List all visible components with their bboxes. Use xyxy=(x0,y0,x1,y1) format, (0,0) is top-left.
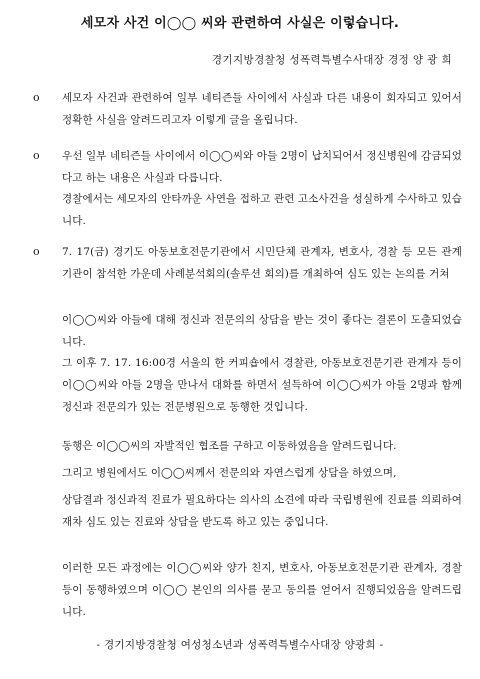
paragraph-process: 이러한 모든 과정에는 이◯◯씨와 양가 친지, 변호사, 아동보호전문기관 관계자, 경찰 등이 동행하였으며 이◯◯ 본인의 의사를 묻고 동의를 얻어서 진행되었음을 알려드립니다. xyxy=(62,562,462,618)
paragraph-referral: 상담결과 정신과적 진료가 필요하다는 의사의 소견에 따라 국립병원에 진료를 의뢰하여 재차 심도 있는 진료와 상담을 받도록 하고 있는 중입니다. xyxy=(62,494,462,528)
paragraph-voluntary: 동행은 이◯◯씨의 자발적인 협조를 구하고 이동하였음을 알려드립니다. xyxy=(62,440,397,452)
paragraph-hospital: 그리고 병원에서도 이◯◯씨께서 전문의와 자연스럽게 상담을 하였으며, xyxy=(62,467,397,479)
paragraph-cafe-meeting: 그 이후 7. 17. 16:00경 서울의 한 커피숍에서 경찰관, 아동보호전문기관 관계자 등이 이◯◯씨와 아들 2명을 만나서 대화를 하면서 설득하여 이◯◯씨가 아들 2명과 함께 정신과 전문의가 있는 전문병원으로 동행한 것입니다. xyxy=(62,357,462,413)
document-title: 세모자 사건 이◯◯ 씨와 관련하여 사실은 이렇습니다. xyxy=(80,16,400,31)
paragraph-solution-meeting: 7. 17(금) 경기도 아동보호전문기관에서 시민단체 관계자, 변호사, 경찰 등 모든 관계기관이 참석한 가운데 사례분석회의(솔루션 회의)를 개최하여 심도 있는 논의를 거쳐 xyxy=(62,246,462,280)
paragraph-investigation: 경찰에서는 세모자의 안타까운 사연을 접하고 관련 고소사건을 성실하게 수사하고 있습니다. xyxy=(62,193,462,227)
paragraph-intro: 세모자 사건과 관련하여 일부 네티즌들 사이에서 사실과 다른 내용이 회자되고 있어서 정확한 사실을 알려드리고자 이렇게 글을 올립니다. xyxy=(62,92,462,126)
bullet-marker: o xyxy=(33,149,40,162)
paragraph-conclusion: 이◯◯씨와 아들에 대해 정신과 전문의의 상담을 받는 것이 좋다는 결론이 도출되었습니다. xyxy=(62,314,462,348)
footer-signature: - 경기지방경찰청 여성청소년과 성폭력특별수사대장 양광희 - xyxy=(96,639,384,651)
bullet-marker: o xyxy=(33,245,40,258)
bullet-marker: o xyxy=(33,91,40,104)
author-line: 경기지방경찰청 성폭력특별수사대장 경정 양 광 희 xyxy=(211,54,452,66)
paragraph-not-abducted: 우선 일부 네티즌들 사이에서 이◯◯씨와 아들 2명이 납치되어서 정신병원에 감금되었다고 하는 내용은 사실과 다릅니다. xyxy=(62,150,462,184)
